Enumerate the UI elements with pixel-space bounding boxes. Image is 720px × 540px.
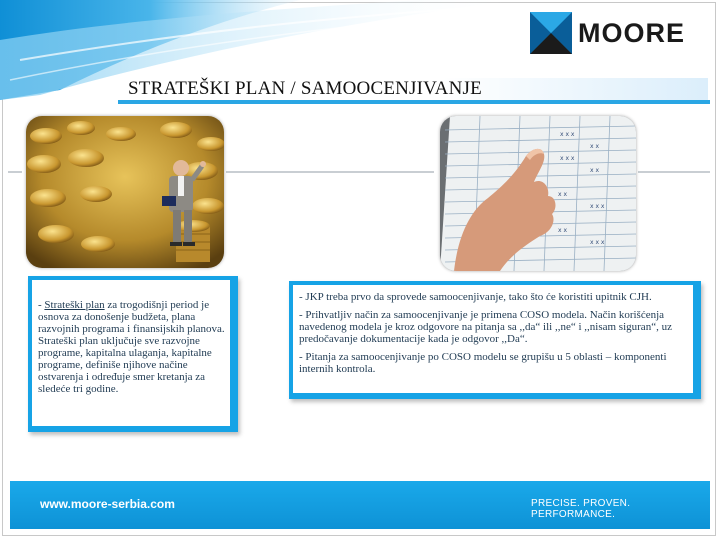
self-assessment-paragraph: - Pitanja za samoocenjivanje po COSO modelu se grupišu u 5 oblasti – komponenti internih kontrola. <box>299 351 667 375</box>
self-assessment-paragraph: - JKP treba prvo da sprovede samoocenjivanje, tako što će koristiti upitnik CJH. <box>299 291 652 303</box>
self-assessment-paragraph: - Prihvatljiv način za samoocenjivanje je primena COSO modela. Način korišćenja navedenog modela je kroz odgovore na pitanja sa ,,da“ ili ,,ne“ i ,,nisam siguran“, uz predočavanje dokumentacije kada je odgovor ,,Da“. <box>299 309 672 345</box>
svg-text:x x: x x <box>590 167 600 174</box>
title-underline <box>118 100 710 104</box>
strategic-plan-box <box>28 276 238 432</box>
svg-text:x x x: x x x <box>560 131 575 138</box>
divider-right <box>638 171 710 173</box>
strategic-plan-text <box>38 299 226 395</box>
businessman-coins-photo <box>26 116 224 268</box>
svg-text:x x: x x <box>558 191 568 198</box>
strategic-plan-body: za trogodišnji period je osnova za donošenje budžeta, plana razvojnih programa i finansijskih planova. Strateški plan uključuje sve razvojne programe, kapitalna ulaganja, kapitalne programe, definiše njihove načine ostvarenja i određuje smer kretanja za sledeće tri godine <box>38 299 225 395</box>
moore-logo-text: MOORE <box>578 17 686 48</box>
strategic-plan-link[interactable]: Strateški plan <box>44 299 105 311</box>
svg-text:x x: x x <box>590 143 600 150</box>
slide-title: STRATEŠKI PLAN / SAMOOCENJIVANJE <box>128 78 482 99</box>
divider-middle <box>226 171 434 173</box>
svg-text:x x x: x x x <box>590 239 605 246</box>
svg-text:x x x: x x x <box>560 155 575 162</box>
checklist-hand-photo <box>440 116 636 271</box>
divider-left <box>8 171 22 173</box>
self-assessment-text <box>299 291 687 381</box>
svg-text:x x: x x <box>558 227 568 234</box>
strategic-plan-prefix: - <box>38 299 45 311</box>
self-assessment-box <box>289 281 701 399</box>
moore-logo <box>530 12 692 54</box>
footer-website-link[interactable]: www.moore-serbia.com <box>40 497 175 511</box>
svg-text:x x x: x x x <box>590 203 605 210</box>
strategic-plan-end: . <box>115 383 119 395</box>
strategic-plan-box-inner <box>32 280 230 426</box>
self-assessment-box-inner <box>293 285 693 393</box>
footer-bar <box>10 481 710 529</box>
moore-logo-icon <box>530 12 572 54</box>
footer-tagline: PRECISE. PROVEN. PERFORMANCE. <box>531 498 631 520</box>
